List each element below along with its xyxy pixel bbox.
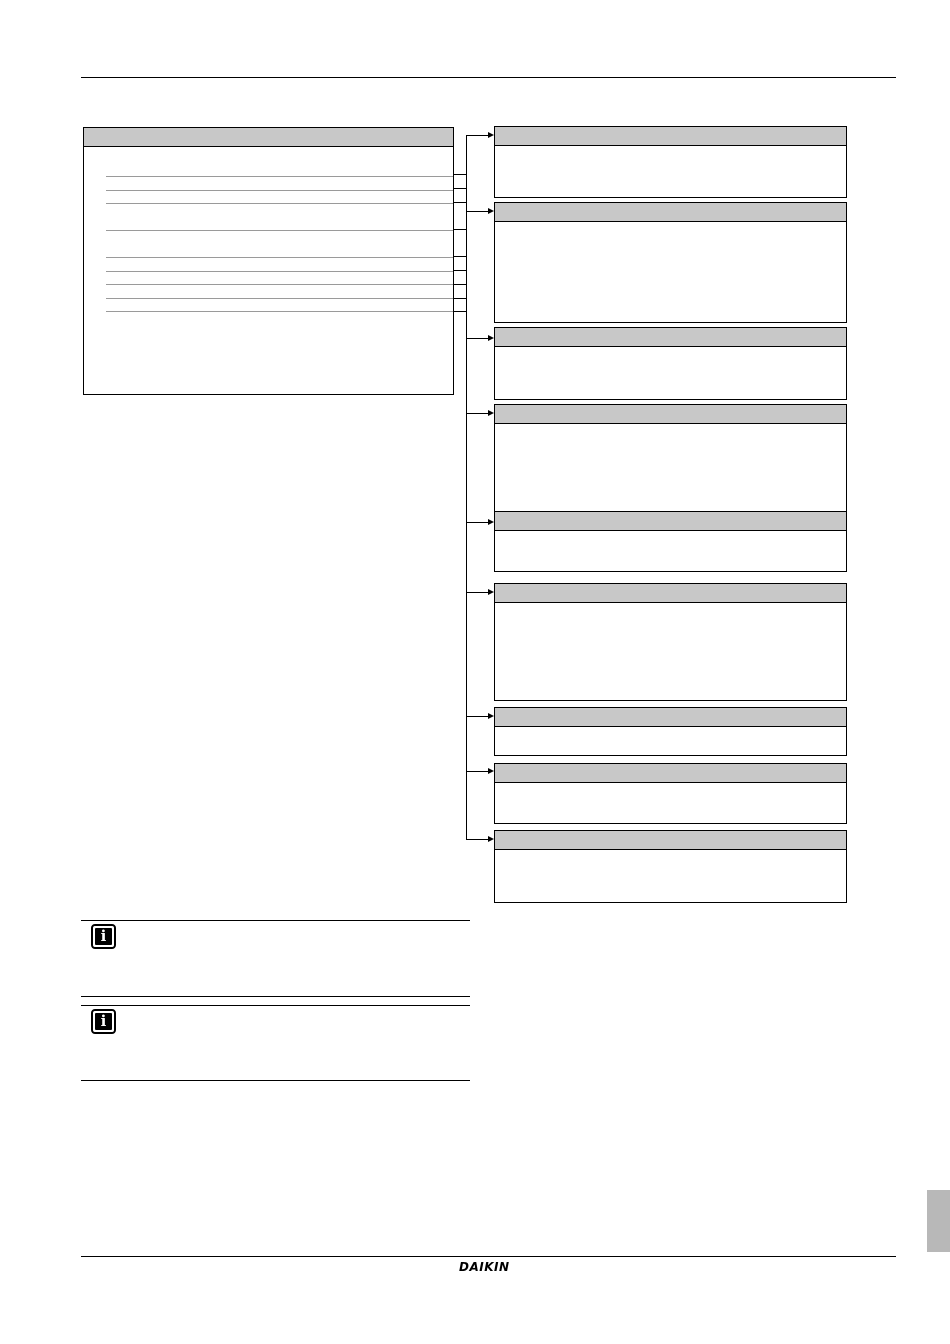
submenu-header <box>495 328 846 347</box>
main-menu-box <box>83 127 454 395</box>
header-rule <box>81 77 896 78</box>
submenu-box-7 <box>494 707 847 756</box>
note-bottom-rule <box>81 996 470 997</box>
submenu-header <box>495 764 846 783</box>
submenu-box-2 <box>494 202 847 323</box>
submenu-box-8 <box>494 763 847 824</box>
connector <box>454 188 466 189</box>
connector <box>454 284 466 285</box>
connector <box>454 270 466 271</box>
connector <box>454 174 466 175</box>
connector <box>454 256 466 257</box>
menu-item-line <box>106 257 453 258</box>
footer-rule <box>81 1256 896 1257</box>
daikin-logo: DAIKIN <box>459 1260 510 1274</box>
submenu-header <box>495 405 846 424</box>
connector <box>454 229 466 230</box>
connector-trunk <box>466 135 467 840</box>
connector <box>466 771 488 772</box>
submenu-box-6 <box>494 583 847 701</box>
main-menu-header <box>84 128 453 147</box>
info-icon: i <box>91 924 116 949</box>
connector <box>454 202 466 203</box>
menu-item-line <box>106 230 453 231</box>
connector <box>466 522 488 523</box>
menu-item-line <box>106 190 453 191</box>
submenu-header <box>495 512 846 531</box>
connector <box>454 298 466 299</box>
note-top-rule <box>81 1005 470 1006</box>
menu-item-line <box>106 284 453 285</box>
note-bottom-rule <box>81 1080 470 1081</box>
menu-item-line <box>106 271 453 272</box>
submenu-header <box>495 203 846 222</box>
connector <box>466 135 488 136</box>
connector <box>466 839 488 840</box>
connector <box>454 311 466 312</box>
submenu-box-5 <box>494 511 847 572</box>
connector <box>466 592 488 593</box>
submenu-header <box>495 584 846 603</box>
menu-item-line <box>106 176 453 177</box>
menu-item-line <box>106 298 453 299</box>
submenu-box-3 <box>494 327 847 400</box>
side-tab <box>927 1190 950 1252</box>
submenu-box-9 <box>494 830 847 903</box>
submenu-header <box>495 127 846 146</box>
submenu-box-1 <box>494 126 847 198</box>
note-top-rule <box>81 920 470 921</box>
connector <box>466 716 488 717</box>
submenu-box-4 <box>494 404 847 512</box>
connector <box>466 413 488 414</box>
connector <box>466 211 488 212</box>
menu-item-line <box>106 311 453 312</box>
menu-item-line <box>106 203 453 204</box>
submenu-header <box>495 831 846 850</box>
connector <box>466 338 488 339</box>
submenu-header <box>495 708 846 727</box>
info-icon: i <box>91 1009 116 1034</box>
